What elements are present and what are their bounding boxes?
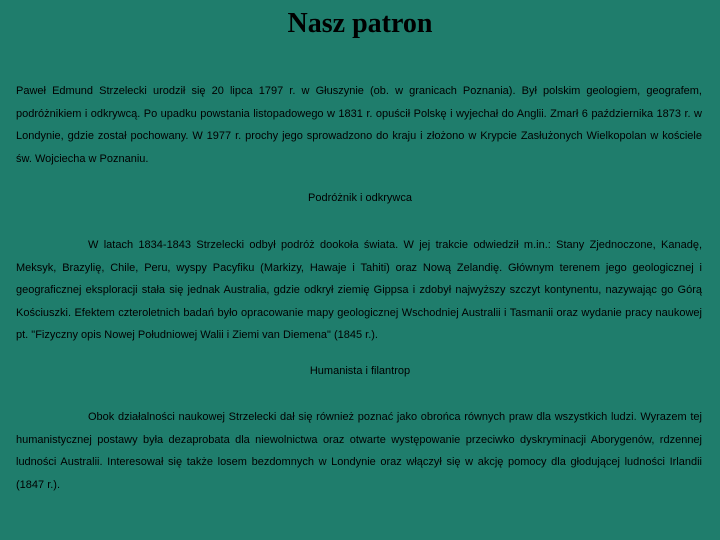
- intro-paragraph: Paweł Edmund Strzelecki urodził się 20 lipca 1797 r. w Głuszynie (ob. w granicach Poznania). Był polskim geologiem, geografem, podróżnikiem i odkrywcą. Po upadku powstania listopadowego w 1831 r. opuścił Polskę i wyjechał do Anglii. Zmarł 6 października 1873 r. w Londynie, gdzie został pochowany. W 1977 r. prochy jego sprowadzono do kraju i złożono w Krypcie Zasłużonych Wielkopolan w kościele św. Wojciecha w Poznaniu.: [16, 85, 702, 165]
- page-title: Nasz patron: [287, 8, 433, 39]
- section-heading-humanist: Humanista i filantrop: [309, 365, 411, 377]
- humanist-paragraph: Obok działalności naukowej Strzelecki dał się również poznać jako obrońca równych praw dla wszystkich ludzi. Wyrazem tej humanistycznej postawy była dezaprobata dla niewolnictwa oraz otwarte występowanie przeciwko dyskryminacji Aborygenów, rdzennej ludności Australii. Interesował się także losem bezdomnych w Londynie oraz włączył się w akcję pomocy dla głodującej ludności Irlandii (1847 r.).: [16, 411, 702, 491]
- section-heading-traveler: Podróżnik i odkrywca: [308, 192, 412, 204]
- traveler-paragraph: W latach 1834-1843 Strzelecki odbył podróż dookoła świata. W jej trakcie odwiedził m.in.: Stany Zjednoczone, Kanadę, Meksyk, Brazylię, Chile, Peru, wyspy Pacyfiku (Markizy, Hawaje i Tahiti) oraz Nową Zelandię. Głównym terenem jego geologicznej i geograficznej eksploracji stała się jednak Australia, gdzie odkrył ziemię Gippsa i zdobył najwyższy szczyt kontynentu, nazywając go Górą Kościuszki. Efektem czteroletnich badań było opracowanie mapy geologicznej Wschodniej Australii i Tasmanii oraz wydanie pracy naukowej pt. "Fizyczny opis Nowej Południowej Walii i Ziemi van Diemena" (1845 r.).: [16, 239, 702, 341]
